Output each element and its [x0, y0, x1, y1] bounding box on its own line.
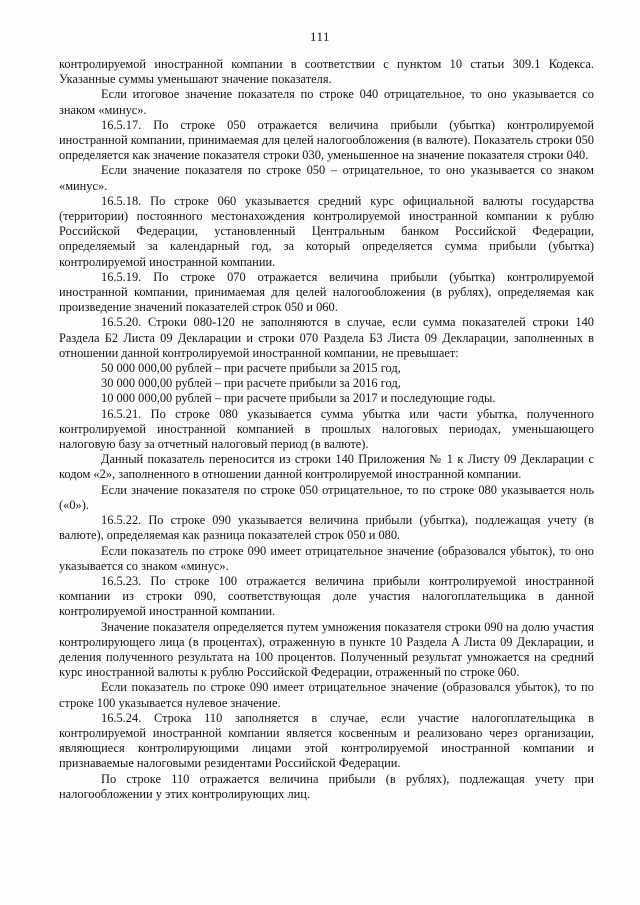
paragraph-16-5-19: 16.5.19. По строке 070 отражается величина прибыли (убытка) контролируемой иностранной компании, принимаемая для целей налогообложения (в рублях), определяемая как произведение значений показателей строк 050 и 060.	[59, 269, 594, 315]
paragraph: Если итоговое значение показателя по строке 040 отрицательное, то оно указывается со знаком «минус».	[59, 87, 594, 117]
paragraph-continuation: контролируемой иностранной компании в соответствии с пунктом 10 статьи 309.1 Кодекса. Указанные суммы уменьшают значение показателя.	[59, 57, 594, 87]
page-number: 111	[309, 29, 331, 44]
paragraph: Если значение показателя по строке 050 отрицательное, то по строке 080 указывается ноль («0»).	[59, 482, 594, 512]
text-body	[59, 57, 594, 802]
paragraph-16-5-23: 16.5.23. По строке 100 отражается величина прибыли контролируемой иностранной компании из строки 090, соответствующая доле участия налогоплательщика в данной контролируемой иностранной компании.	[59, 573, 594, 619]
paragraph-16-5-24: 16.5.24. Строка 110 заполняется в случае, если участие налогоплательщика в контролируемой иностранной компании является косвенным и реализовано через организации, являющиеся контролирующими лицами этой контролируемой иностранной компании и признаваемые налоговыми резидентами Российской Федерации.	[59, 710, 594, 771]
paragraph: Значение показателя определяется путем умножения показателя строки 090 на долю участия контролирующего лица (в процентах), отраженную в пункте 10 Раздела А Листа 09 Декларации, и деления полученного результата на 100 процентов. Полученный результат умножается на средний курс иностранной валюты к рублю Российской Федерации, отраженный по строке 060.	[59, 619, 594, 680]
paragraph-16-5-21: 16.5.21. По строке 080 указывается сумма убытка или части убытка, полученного контролируемой иностранной компанией в прошлых налоговых периодах, уменьшающего налоговую базу за отчетный налоговый период (в валюте).	[59, 406, 594, 452]
paragraph: Если показатель по строке 090 имеет отрицательное значение (образовался убыток), то по строке 100 указывается нулевое значение.	[59, 680, 594, 710]
paragraph-16-5-18: 16.5.18. По строке 060 указывается средний курс официальной валюты государства (территории) постоянного местонахождения контролируемой иностранной компании к рублю Российской Федерации, установленный Центральным банком Российской Федерации, определяемый за календарный год, за который определяется сумма прибыли (убытка) контролируемой иностранной компании.	[59, 193, 594, 269]
threshold-2015: 50 000 000,00 рублей – при расчете прибыли за 2015 год,	[101, 361, 401, 376]
paragraph: Данный показатель переносится из строки 140 Приложения № 1 к Листу 09 Декларации с кодом «2», заполненного в отношении данной контролируемой иностранной компании.	[59, 452, 594, 482]
paragraph-16-5-17: 16.5.17. По строке 050 отражается величина прибыли (убытка) контролируемой иностранной компании, принимаемая для целей налогообложения (в валюте). Показатель строки 050 определяется как значение показателя строки 030, уменьшенное на значение показателя строки 040.	[59, 117, 594, 163]
paragraph: Если показатель по строке 090 имеет отрицательное значение (образовался убыток), то оно указывается со знаком «минус».	[59, 543, 594, 573]
paragraph: Если значение показателя по строке 050 – отрицательное, то оно указывается со знаком «минус».	[59, 163, 594, 193]
paragraph-16-5-20: 16.5.20. Строки 080-120 не заполняются в случае, если сумма показателей строки 140 Раздела Б2 Листа 09 Декларации и строки 070 Раздела Б3 Листа 09 Декларации, заполненных в отношении данной контролируемой иностранной компании, не превышает:	[59, 315, 594, 360]
paragraph-16-5-22: 16.5.22. По строке 090 указывается величина прибыли (убытка), подлежащая учету (в валюте), определяемая как разница показателей строк 050 и 080.	[59, 513, 594, 543]
threshold-2017: 10 000 000,00 рублей – при расчете прибыли за 2017 и последующие годы.	[101, 391, 496, 406]
paragraph: По строке 110 отражается величина прибыли (в рублях), подлежащая учету при налогообложении у этих контролирующих лиц.	[59, 771, 594, 801]
threshold-2016: 30 000 000,00 рублей – при расчете прибыли за 2016 год,	[101, 376, 401, 391]
